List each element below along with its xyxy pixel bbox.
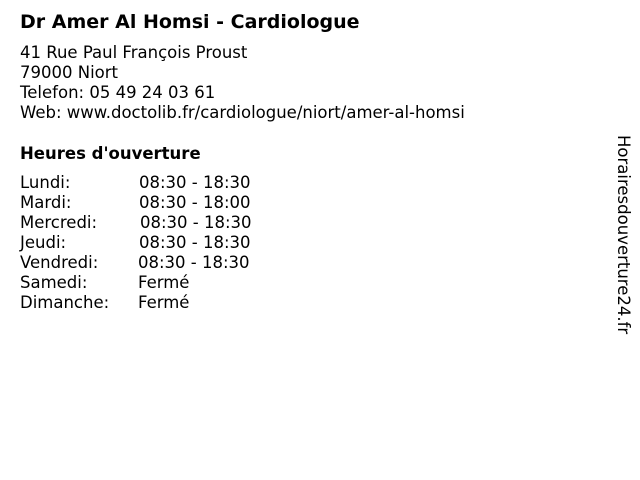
time-value: 08:30 - 18:30: [139, 173, 251, 192]
day-label: Mardi:: [20, 193, 72, 212]
hours-row-thursday: [20, 233, 280, 253]
site-watermark: Horairesdouverture24.fr: [614, 135, 633, 335]
hours-row-wednesday: [20, 213, 280, 233]
time-value: 08:30 - 18:30: [139, 233, 251, 252]
day-label: Dimanche:: [20, 293, 110, 312]
day-label: Samedi:: [20, 273, 88, 292]
hours-row-friday: [20, 253, 280, 273]
page-title: Dr Amer Al Homsi - Cardiologue: [20, 11, 360, 33]
day-label: Lundi:: [20, 173, 71, 192]
website-link: Web: www.doctolib.fr/cardiologue/niort/amer-al-homsi: [20, 103, 465, 122]
opening-hours-list: [20, 173, 280, 313]
hours-row-sunday: [20, 293, 280, 313]
time-value: 08:30 - 18:30: [140, 213, 252, 232]
street-address: 41 Rue Paul François Proust: [20, 43, 248, 62]
time-value: 08:30 - 18:00: [139, 193, 251, 212]
time-value: 08:30 - 18:30: [138, 253, 250, 272]
address-block: [20, 43, 465, 123]
day-label: Jeudi:: [20, 233, 67, 252]
hours-row-saturday: [20, 273, 280, 293]
time-value: Fermé: [138, 273, 190, 292]
opening-hours-heading: Heures d'ouverture: [20, 144, 201, 163]
city-address: 79000 Niort: [20, 63, 119, 82]
time-value: Fermé: [138, 293, 190, 312]
phone-number: Telefon: 05 49 24 03 61: [20, 83, 216, 102]
hours-row-monday: [20, 173, 280, 193]
day-label: Vendredi:: [20, 253, 99, 272]
hours-row-tuesday: [20, 193, 280, 213]
day-label: Mercredi:: [20, 213, 98, 232]
